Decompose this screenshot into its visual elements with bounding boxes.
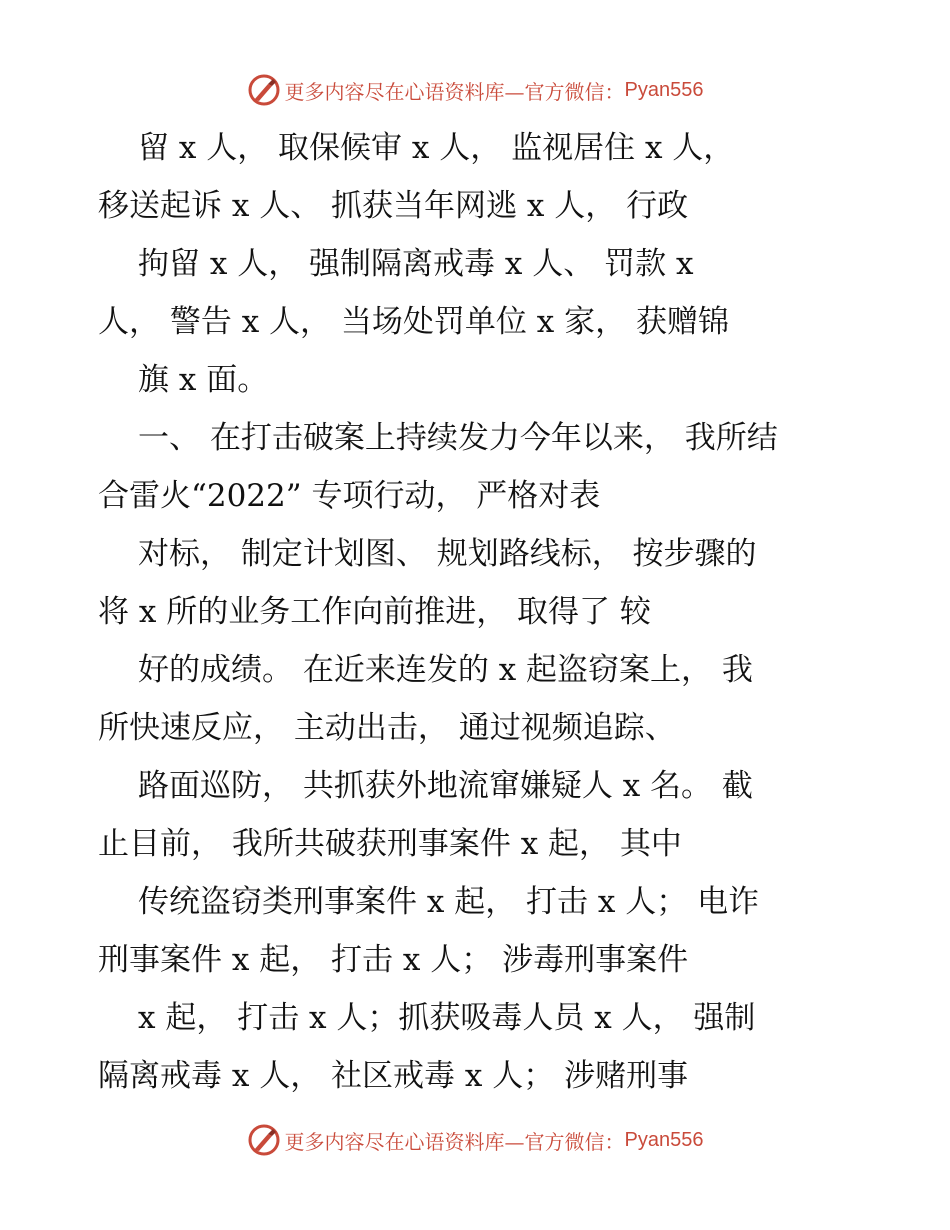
body-line: 旗 x 面。	[138, 362, 269, 398]
header-banner	[0, 70, 950, 110]
pen-logo-icon	[247, 1123, 281, 1157]
body-line: 路面巡防， 共抓获外地流窜嫌疑人 x 名。 截	[138, 768, 753, 804]
footer-banner	[0, 1120, 950, 1160]
wechat-id: Pyan556	[624, 1128, 704, 1151]
pen-logo-icon	[247, 73, 281, 107]
body-line: 移送起诉 x 人、 抓获当年网逃 x 人， 行政	[98, 188, 689, 224]
body-line: 一、 在打击破案上持续发力今年以来， 我所结	[138, 420, 778, 456]
body-line: 留 x 人， 取保候审 x 人， 监视居住 x 人，	[138, 130, 735, 166]
promo-text: 更多内容尽在心语资料库—官方微信：	[284, 1129, 625, 1154]
wechat-id: Pyan556	[624, 78, 704, 101]
body-line: 拘留 x 人， 强制隔离戒毒 x 人、 罚款 x	[138, 246, 694, 282]
body-line: 传统盗窃类刑事案件 x 起， 打击 x 人； 电诈	[138, 884, 760, 920]
promo-text: 更多内容尽在心语资料库—官方微信：	[284, 79, 625, 104]
body-line: 隔离戒毒 x 人， 社区戒毒 x 人； 涉赌刑事	[98, 1058, 689, 1094]
body-line: 对标， 制定计划图、 规划路线标， 按步骤的	[138, 536, 757, 572]
body-line: 人， 警告 x 人， 当场处罚单位 x 家， 获赠锦	[98, 304, 729, 340]
body-line: 好的成绩。 在近来连发的 x 起盗窃案上， 我	[138, 652, 753, 688]
body-line: x 起， 打击 x 人；抓获吸毒人员 x 人， 强制	[138, 1000, 756, 1036]
body-line: 刑事案件 x 起， 打击 x 人； 涉毒刑事案件	[98, 942, 689, 978]
body-line: 止目前， 我所共破获刑事案件 x 起， 其中	[98, 826, 682, 862]
body-line: 所快速反应， 主动出击， 通过视频追踪、	[98, 710, 676, 746]
body-line: 合雷火“2022” 专项行动， 严格对表	[98, 478, 601, 514]
body-line: 将 x 所的业务工作向前推进， 取得了 较	[98, 594, 651, 630]
